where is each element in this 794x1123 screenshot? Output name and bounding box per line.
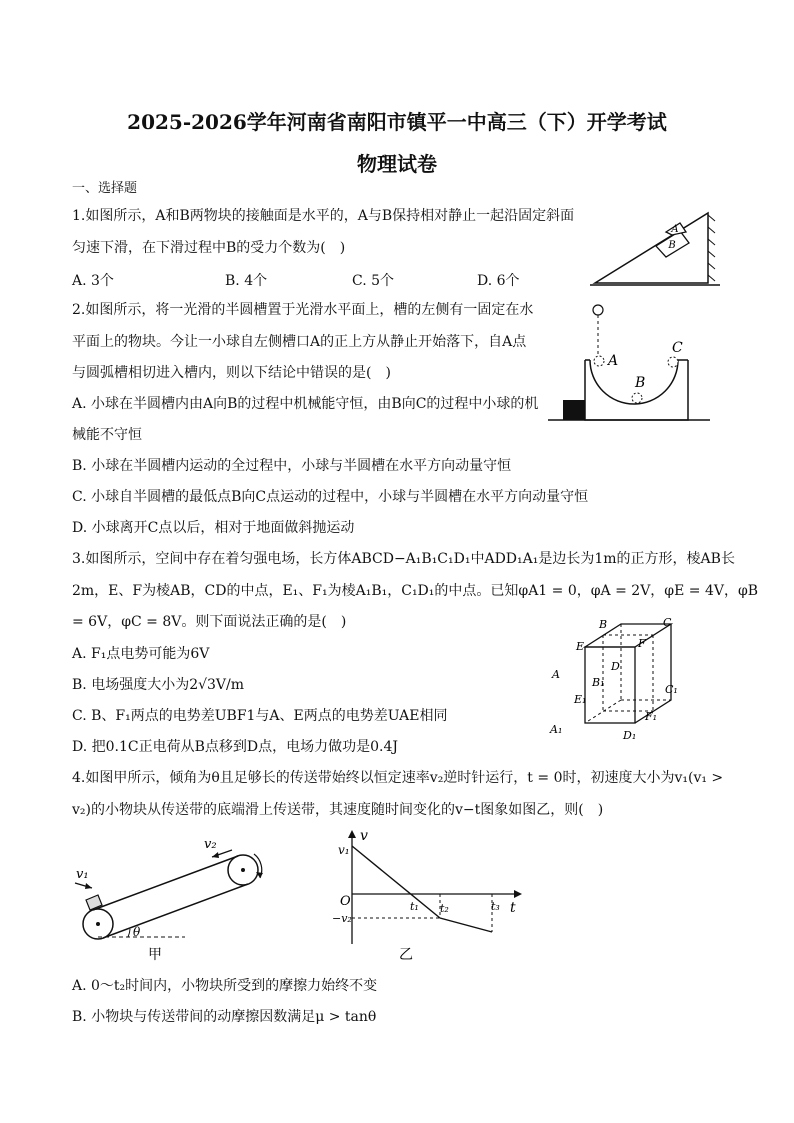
q2-line-2: 平面上的物块。今让一小球自左侧槽口A的正上方从静止开始落下，自A点 [72,334,527,350]
label-e1: E₁ [574,693,587,706]
q1-option-b: B. 4个 [225,273,268,289]
exam-subtitle: 物理试卷 [357,152,437,176]
q3-option-b: B. 电场强度大小为2√3V/m [72,677,245,693]
label-v1: v₁ [76,867,89,882]
q3-line-2: 2m，E、F为棱AB，CD的中点，E₁、F₁为棱A₁B₁，C₁D₁的中点。已知φA1 = 0，φA = 2V，φE = 4V，φB [72,583,759,599]
velocity-line [352,846,492,932]
label-b1: B₁ [592,676,605,689]
belt-top [93,856,238,910]
exam-title: 2025-2026学年河南省南阳市镇平一中高三（下）开学考试 [127,110,667,134]
q2-semicircle-figure [548,298,713,428]
q2-option-d: D. 小球离开C点以后，相对于地面做斜抛运动 [72,520,355,536]
q3-line-1: 3.如图所示，空间中存在着匀强电场，长方体ABCD−A₁B₁C₁D₁中ADD₁A₁是边长为1m的正方形，棱AB长 [72,551,735,567]
q4-vt-graph [328,826,528,971]
ball-at-c [668,357,678,367]
q2-option-b: B. 小球在半圆槽内运动的全过程中，小球与半圆槽在水平方向动量守恒 [72,458,512,474]
label-neg-v2: −v₂ [332,912,352,925]
q1-line-2: 匀速下滑，在下滑过程中B的受力个数为( ) [72,240,346,256]
q4-line-2: v₂)的小物块从传送带的底端滑上传送带，其速度随时间变化的v−t图象如图乙，则( ) [72,802,604,818]
q4-option-b: B. 小物块与传送带间的动摩擦因数满足μ > tanθ [72,1009,377,1025]
label-d1: D₁ [623,729,637,742]
caption-yi: 乙 [399,947,413,963]
label-b: B [599,618,608,631]
label-t3: t₃ [491,900,500,913]
label-origin: O [340,894,351,909]
q2-line-3: 与圆弧槽相切进入槽内，则以下结论中错误的是( ) [72,365,391,381]
q2-option-a-line-2: 械能不守恒 [72,427,142,443]
section-heading: 一、选择题 [72,181,138,196]
label-v1: v₁ [338,843,350,857]
q1-option-c: C. 5个 [352,273,395,289]
q4-line-1: 4.如图甲所示，倾角为θ且足够长的传送带始终以恒定速率v₂逆时针运行，t = 0时，初速度大小为v₁(v₁ > [72,770,724,786]
belt-bottom [103,884,248,938]
label-t2: t₂ [440,902,449,915]
label-a: A [671,224,679,235]
q3-option-d: D. 把0.1C正电荷从B点移到D点，电场力做功是0.4J [72,739,398,755]
label-f1: F₁ [645,710,658,723]
q3-cuboid-figure [545,612,695,747]
q4-conveyor-figure [70,828,280,968]
q3-option-c: C. B、F₁两点的电势差UBF1与A、E两点的电势差UAE相同 [72,708,448,724]
label-d: D [611,660,620,673]
label-f: F [638,637,646,650]
q1-incline-figure [590,205,725,290]
q2-option-c: C. 小球自半圆槽的最低点B向C点运动的过程中，小球与半圆槽在水平方向动量守恒 [72,489,589,505]
fixed-block [563,400,585,420]
q4-option-a: A. 0～t₂时间内，小物块所受到的摩擦力始终不变 [72,978,378,994]
ball-at-a [594,356,604,366]
label-a1: A₁ [550,723,563,736]
q1-option-d: D. 6个 [477,273,520,289]
label-v2: v₂ [204,837,217,852]
q1-option-a: A. 3个 [72,273,114,289]
label-t: t [510,900,516,916]
incline-triangle [595,213,708,283]
label-a: A [552,668,560,681]
q1-line-1: 1.如图所示，A和B两物块的接触面是水平的，A与B保持相对静止一起沿固定斜面 [72,208,575,224]
label-b: B [635,375,646,391]
ball-at-b [632,393,642,403]
label-t1: t₁ [410,900,419,913]
label-a: A [608,353,619,369]
label-c: C [663,616,672,629]
label-v: v [360,828,368,844]
q2-option-a-line-1: A. 小球在半圆槽内由A向B的过程中机械能守恒，由B向C的过程中小球的机 [72,396,539,412]
label-b: B [668,240,676,251]
label-c: C [672,340,683,356]
ball-start [593,305,603,315]
caption-jia: 甲 [148,947,162,963]
label-theta: θ [133,925,141,939]
label-c1: C₁ [665,683,678,696]
q3-line-3: = 6V，φC = 8V。则下面说法正确的是( ) [72,614,347,630]
q3-option-a: A. F₁点电势可能为6V [72,646,210,662]
label-e: E [576,640,585,653]
q2-line-1: 2.如图所示，将一光滑的半圆槽置于光滑水平面上，槽的左侧有一固定在水 [72,302,534,318]
